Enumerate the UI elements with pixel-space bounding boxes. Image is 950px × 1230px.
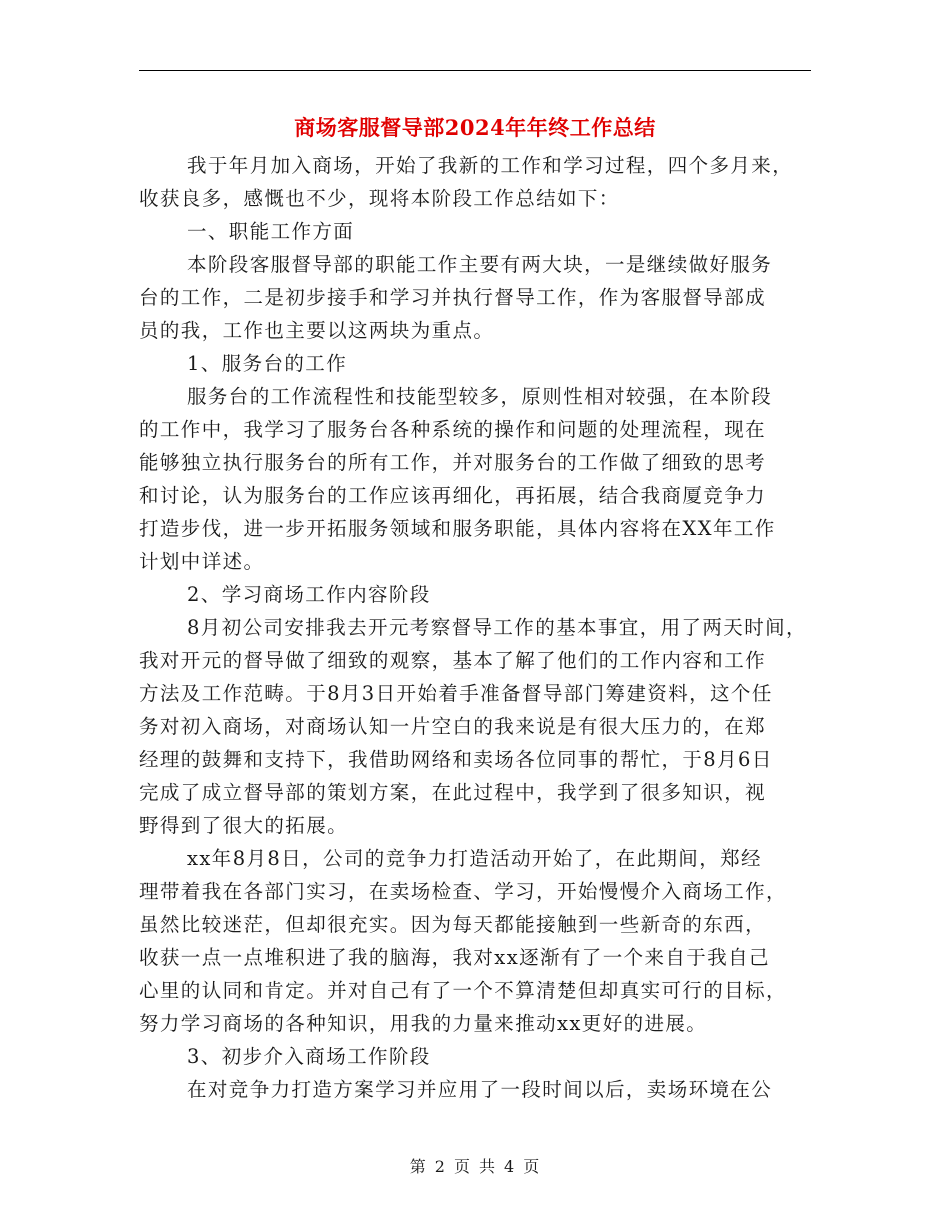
text-line: 员的我，工作也主要以这两块为重点。	[139, 319, 495, 342]
text-line: 努力学习商场的各种知识，用我的力量来推动xx更好的进展。	[139, 1012, 708, 1035]
text-line: 的工作中，我学习了服务台各种系统的操作和问题的处理流程，现在	[139, 418, 767, 441]
text-line: 我于年月加入商场，开始了我新的工作和学习过程，四个多月来，	[187, 154, 794, 177]
footer-text: 第	[409, 1157, 427, 1176]
text-line: 能够独立执行服务台的所有工作，并对服务台的工作做了细致的思考	[139, 451, 767, 474]
footer-text: 页	[523, 1157, 541, 1176]
page-number: 2	[434, 1157, 446, 1176]
section-heading: 一、职能工作方面	[187, 220, 355, 243]
header-rule	[139, 70, 811, 71]
text-line: xx年8月8日，公司的竞争力打造活动开始了，在此期间，郑经	[187, 847, 762, 870]
text-line: 在对竞争力打造方案学习并应用了一段时间以后，卖场环境在公	[187, 1078, 773, 1101]
text-line: 野得到了很大的拓展。	[139, 814, 349, 837]
text-line: 我对开元的督导做了细致的观察，基本了解了他们的工作内容和工作	[139, 649, 767, 672]
section-heading: 2、学习商场工作内容阶段	[187, 583, 431, 606]
text-line: 完成了成立督导部的策划方案，在此过程中，我学到了很多知识，视	[139, 781, 767, 804]
text-line: 和讨论，认为服务台的工作应该再细化，再拓展，结合我商厦竞争力	[139, 484, 767, 507]
text-line: 收获一点一点堆积进了我的脑海，我对xx逐渐有了一个来自于我自己	[139, 946, 770, 969]
section-heading: 3、初步介入商场工作阶段	[187, 1045, 431, 1068]
text-line: 方法及工作范畴。于8月3日开始着手准备督导部门筹建资料，这个任	[139, 682, 773, 705]
text-line: 虽然比较迷茫，但却很充实。因为每天都能接触到一些新奇的东西，	[139, 913, 767, 936]
page-footer	[0, 1154, 950, 1177]
text-line: 8月初公司安排我去开元考察督导工作的基本事宜，用了两天时间，	[187, 616, 807, 639]
text-line: 收获良多，感慨也不少，现将本阶段工作总结如下：	[139, 187, 620, 210]
text-line: 本阶段客服督导部的职能工作主要有两大块，一是继续做好服务	[187, 253, 773, 276]
text-line: 心里的认同和肯定。并对自己有了一个不算清楚但却真实可行的目标，	[139, 979, 787, 1002]
text-line: 计划中详述。	[139, 550, 265, 573]
text-line: 经理的鼓舞和支持下，我借助网络和卖场各位同事的帮忙，于8月6日	[139, 748, 773, 771]
text-line: 服务台的工作流程性和技能型较多，原则性相对较强，在本阶段	[187, 385, 773, 408]
section-heading: 1、服务台的工作	[187, 352, 348, 375]
text-line: 台的工作，二是初步接手和学习并执行督导工作，作为客服督导部成	[139, 286, 767, 309]
footer-text: 共	[479, 1157, 497, 1176]
document-title: 商场客服督导部2024年年终工作总结	[294, 115, 656, 140]
text-line: 务对初入商场，对商场认知一片空白的我来说是有很大压力的，在郑	[139, 715, 767, 738]
footer-text: 页	[453, 1157, 471, 1176]
text-line: 理带着我在各部门实习，在卖场检查、学习，开始慢慢介入商场工作，	[139, 880, 787, 903]
page-total: 4	[504, 1157, 516, 1176]
text-line: 打造步伐，进一步开拓服务领域和服务职能，具体内容将在XX年工作	[139, 517, 776, 540]
